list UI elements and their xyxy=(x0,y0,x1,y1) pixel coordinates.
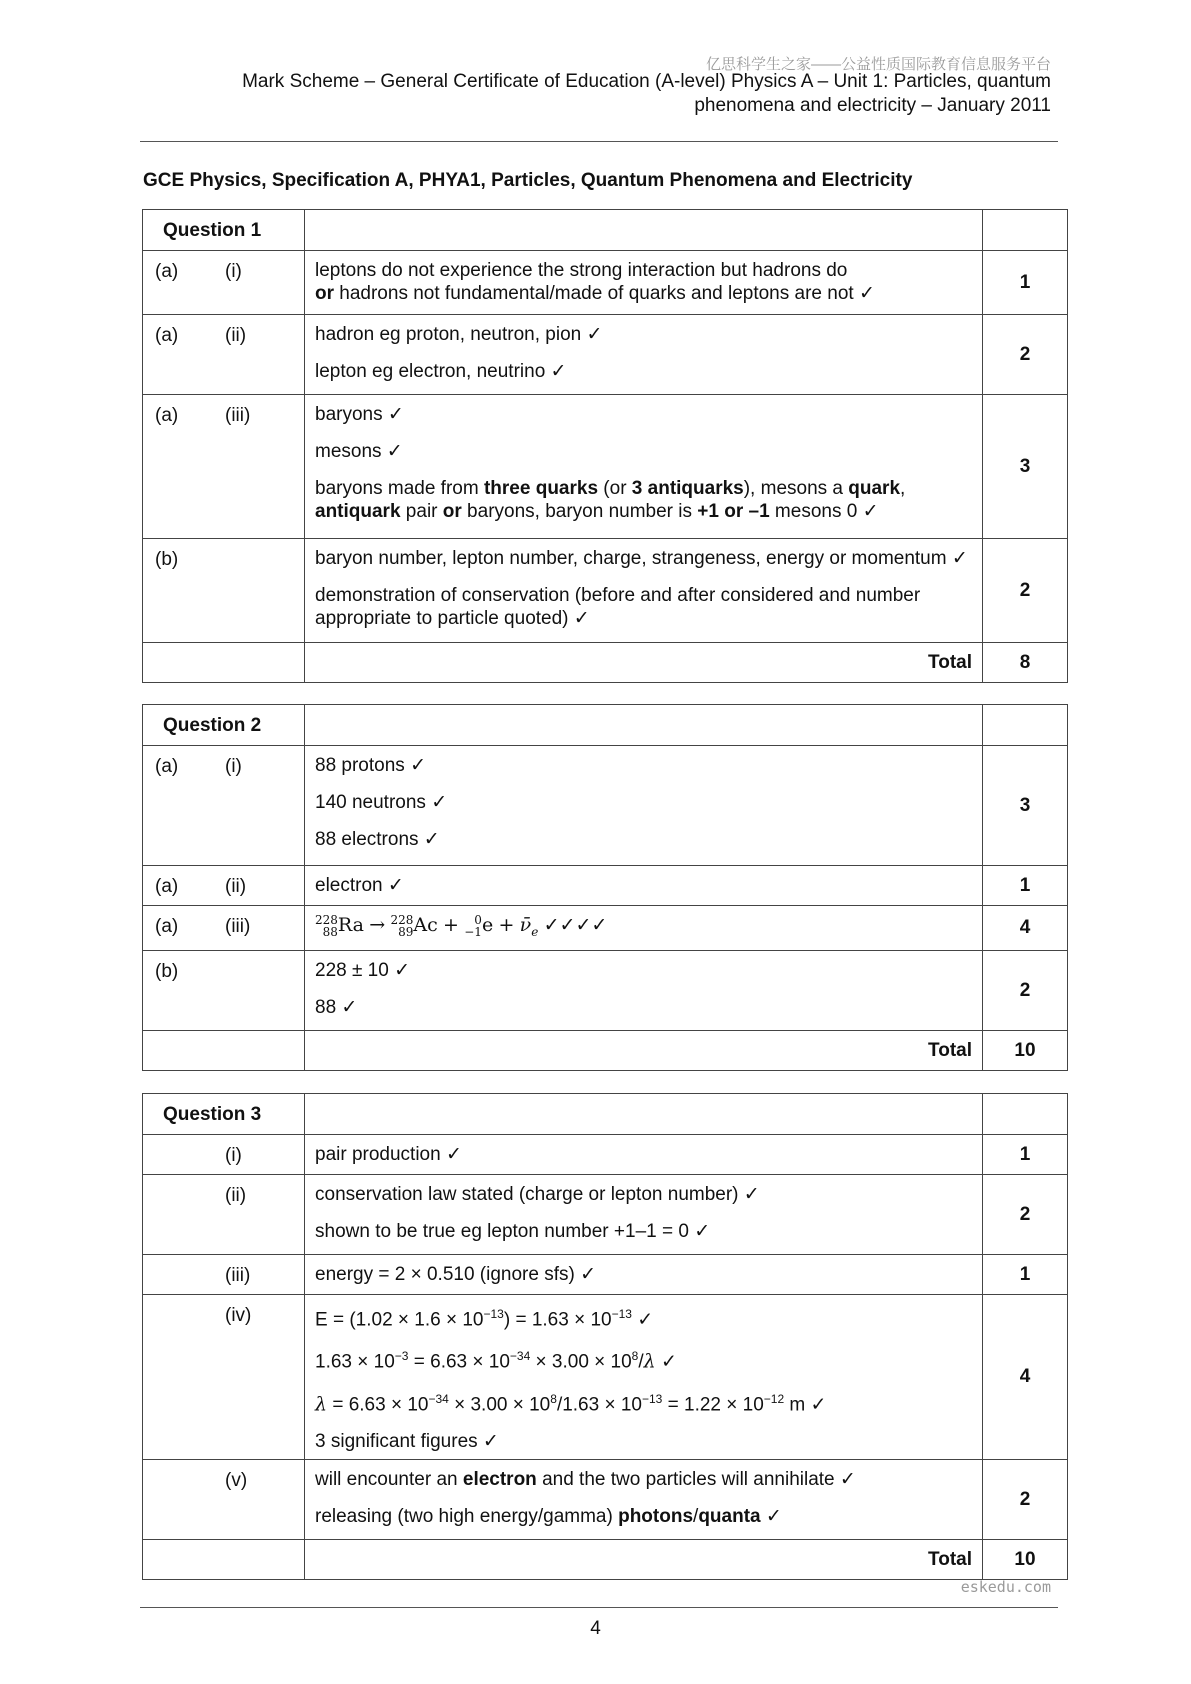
answer-cell xyxy=(305,950,983,1030)
answer-cell xyxy=(305,1295,983,1460)
exponent: 8 xyxy=(631,1349,639,1364)
question-header-row xyxy=(143,210,1068,251)
bold-text: electron xyxy=(462,1468,537,1490)
answer-text: = 1.22 × 10 xyxy=(662,1393,764,1415)
part-cell xyxy=(143,315,305,395)
part-label: (a) xyxy=(155,876,179,897)
sub-label: (ii) xyxy=(225,876,247,897)
part-cell xyxy=(143,1255,305,1295)
answer-cell xyxy=(305,539,983,643)
empty-cell xyxy=(983,1094,1068,1135)
exponent: −34 xyxy=(428,1391,449,1406)
part-label: (a) xyxy=(155,261,179,282)
atomic-number: −1 xyxy=(464,925,482,939)
answer-text: releasing (two high energy/gamma) xyxy=(315,1505,619,1527)
lambda-symbol: λ xyxy=(643,1350,656,1373)
mark-cell: 1 xyxy=(983,251,1068,315)
table-row xyxy=(143,395,1068,539)
nu-symbol: ν̄ xyxy=(519,914,532,936)
part-cell xyxy=(143,906,305,951)
answer-line: electron ✓ xyxy=(315,875,404,896)
mark-cell: 2 xyxy=(983,1175,1068,1255)
wavelength-equation xyxy=(315,1345,972,1373)
part-cell xyxy=(143,950,305,1030)
answer-text: ), mesons a xyxy=(743,478,849,499)
answer-line: baryons ✓ xyxy=(315,404,404,425)
header-line-1: Mark Scheme – General Certificate of Education (A-level) Physics A – Unit 1: Particles, quantum xyxy=(242,71,1051,92)
total-label: Total xyxy=(305,1539,983,1579)
bold-text: quanta xyxy=(698,1505,761,1527)
answer-line: demonstration of conservation (before and after considered and number appropriate to particle quoted) ✓ xyxy=(315,585,921,629)
answer-text: and the two particles will annihilate ✓ xyxy=(536,1468,856,1490)
mark-cell: 2 xyxy=(983,315,1068,395)
part-cell xyxy=(143,1135,305,1175)
part-cell xyxy=(143,866,305,906)
answer-text: 1.63 × 10 xyxy=(315,1351,395,1373)
element-symbol: e xyxy=(481,914,494,936)
header-line-2: phenomena and electricity – January 2011 xyxy=(694,95,1051,116)
exponent: 8 xyxy=(550,1391,557,1406)
answer-line: 88 ✓ xyxy=(315,996,358,1018)
answer-text: m ✓ xyxy=(784,1393,827,1415)
empty-cell xyxy=(305,705,983,746)
empty-cell xyxy=(143,1539,305,1579)
part-cell xyxy=(143,539,305,643)
table-row xyxy=(143,1255,1068,1295)
table-row xyxy=(143,866,1068,906)
energy-equation xyxy=(315,1303,972,1331)
part-label xyxy=(155,1469,225,1492)
table-row xyxy=(143,315,1068,395)
answer-line: pair production ✓ xyxy=(315,1144,462,1165)
part-cell xyxy=(143,1175,305,1255)
plus-symbol: + xyxy=(443,914,459,936)
wavelength-result xyxy=(315,1388,972,1416)
exponent: −13 xyxy=(483,1307,504,1321)
sub-label: (ii) xyxy=(225,1185,247,1206)
question-1-table xyxy=(142,209,1068,683)
page-number: 4 xyxy=(590,1618,601,1639)
answer-cell xyxy=(305,1459,983,1539)
answer-text: baryons made from xyxy=(315,478,484,499)
sub-label: (i) xyxy=(225,1145,242,1166)
plus-symbol: + xyxy=(498,914,515,936)
question-title: Question 3 xyxy=(143,1094,305,1135)
answer-line: 140 neutrons ✓ xyxy=(315,792,448,813)
part-label xyxy=(155,1264,225,1287)
sub-label: (ii) xyxy=(225,325,247,346)
mass-number: 0 xyxy=(474,913,482,927)
part-label: (a) xyxy=(155,405,179,426)
mark-cell: 4 xyxy=(983,906,1068,951)
part-cell xyxy=(143,251,305,315)
part-label xyxy=(155,1304,225,1327)
answer-line: baryon number, lepton number, charge, strangeness, energy or momentum ✓ xyxy=(315,548,968,569)
answer-text: ✓ xyxy=(631,1309,654,1331)
mark-cell: 1 xyxy=(983,1255,1068,1295)
answer-text: = 6.63 × 10 xyxy=(408,1351,510,1373)
empty-cell xyxy=(983,210,1068,251)
total-label: Total xyxy=(305,1030,983,1070)
answer-line: mesons ✓ xyxy=(315,441,403,462)
answer-line: 3 significant figures ✓ xyxy=(315,1430,499,1452)
atomic-number: 88 xyxy=(322,925,338,939)
mark-cell: 2 xyxy=(983,1459,1068,1539)
bold-text: or xyxy=(442,501,462,522)
table-row xyxy=(143,1459,1068,1539)
answer-cell xyxy=(305,315,983,395)
bold-text: 3 antiquarks xyxy=(631,478,744,499)
mark-cell: 3 xyxy=(983,746,1068,866)
mark-cell: 1 xyxy=(983,866,1068,906)
mass-number: 228 xyxy=(315,913,338,927)
mark-cell: 2 xyxy=(983,539,1068,643)
answer-cell xyxy=(305,866,983,906)
bold-text: three quarks xyxy=(483,478,599,499)
answer-text: ✓ xyxy=(655,1351,677,1373)
tick-marks: ✓✓✓✓ xyxy=(543,915,608,936)
empty-cell xyxy=(143,643,305,683)
sub-label: (i) xyxy=(225,756,242,777)
bold-text: quark xyxy=(848,478,901,499)
nu-subscript: e xyxy=(531,924,539,939)
total-label: Total xyxy=(305,643,983,683)
table-row xyxy=(143,906,1068,951)
answer-cell xyxy=(305,1175,983,1255)
watermark-bottom: eskedu.com xyxy=(960,1578,1051,1596)
total-mark: 10 xyxy=(983,1539,1068,1579)
answer-line xyxy=(315,1468,972,1491)
part-cell xyxy=(143,1459,305,1539)
answer-cell xyxy=(305,1135,983,1175)
answer-text: / xyxy=(638,1351,644,1373)
mark-cell: 3 xyxy=(983,395,1068,539)
answer-line: 88 electrons ✓ xyxy=(315,829,440,850)
table-row xyxy=(143,746,1068,866)
part-label: (a) xyxy=(155,916,179,937)
answer-text: pair xyxy=(400,501,443,522)
empty-cell xyxy=(983,705,1068,746)
spec-title: GCE Physics, Specification A, PHYA1, Particles, Quantum Phenomena and Electricity xyxy=(143,170,913,191)
sub-label: (iv) xyxy=(225,1305,252,1326)
sub-label: (iii) xyxy=(225,1265,251,1286)
answer-text: / xyxy=(693,1505,699,1527)
answer-line: lepton eg electron, neutrino ✓ xyxy=(315,361,567,382)
arrow-symbol: → xyxy=(369,914,386,936)
table-row xyxy=(143,950,1068,1030)
exponent: −34 xyxy=(509,1349,531,1364)
bold-text: photons xyxy=(618,1505,694,1527)
bold-text: antiquark xyxy=(315,501,401,522)
question-2-table xyxy=(142,704,1068,1071)
part-cell xyxy=(143,395,305,539)
answer-text: (or xyxy=(598,478,632,499)
empty-cell xyxy=(305,1094,983,1135)
radium-nucleus xyxy=(315,913,364,939)
empty-cell xyxy=(305,210,983,251)
electron-particle xyxy=(464,913,494,939)
answer-text: will encounter an xyxy=(315,1468,463,1490)
table-row xyxy=(143,1175,1068,1255)
total-row xyxy=(143,643,1068,683)
exponent: −12 xyxy=(763,1391,785,1406)
decay-equation xyxy=(305,906,983,951)
question-header-row xyxy=(143,705,1068,746)
table-row xyxy=(143,539,1068,643)
question-header-row xyxy=(143,1094,1068,1135)
sub-label: (iii) xyxy=(225,916,251,937)
part-label: (a) xyxy=(155,756,179,777)
answer-cell xyxy=(305,1255,983,1295)
answer-text: ✓ xyxy=(760,1505,782,1527)
part-label: (a) xyxy=(155,325,179,346)
part-label: (b) xyxy=(155,549,179,570)
answer-line: 88 protons ✓ xyxy=(315,755,426,776)
answer-text: baryons, baryon number is xyxy=(461,501,698,522)
antineutrino xyxy=(519,914,539,939)
mass-number: 228 xyxy=(390,913,414,927)
answer-cell xyxy=(305,395,983,539)
header-rule xyxy=(140,141,1058,142)
sub-label: (i) xyxy=(225,261,242,282)
atomic-number: 89 xyxy=(398,925,414,939)
exponent: −3 xyxy=(394,1349,409,1364)
actinium-nucleus xyxy=(390,913,438,939)
total-row xyxy=(143,1539,1068,1579)
part-cell xyxy=(143,1295,305,1460)
mark-cell: 1 xyxy=(983,1135,1068,1175)
total-mark: 8 xyxy=(983,643,1068,683)
answer-line xyxy=(315,1505,972,1528)
answer-line: leptons do not experience the strong interaction but hadrons do xyxy=(315,260,848,281)
footer-rule xyxy=(140,1607,1058,1608)
part-label xyxy=(155,1184,225,1207)
table-row xyxy=(143,251,1068,315)
mark-cell: 2 xyxy=(983,950,1068,1030)
exponent: −13 xyxy=(611,1307,632,1321)
exponent: −13 xyxy=(641,1391,663,1406)
lambda-symbol: λ xyxy=(315,1392,328,1415)
page-header xyxy=(151,70,1051,118)
mark-cell: 4 xyxy=(983,1295,1068,1460)
answer-text: hadrons not fundamental/made of quarks and leptons are not ✓ xyxy=(334,283,875,304)
question-3-table xyxy=(142,1093,1068,1580)
answer-text: E = (1.02 × 1.6 × 10 xyxy=(315,1309,484,1331)
answer-line: hadron eg proton, neutron, pion ✓ xyxy=(315,324,603,345)
question-title: Question 2 xyxy=(143,705,305,746)
bold-text: +1 or –1 xyxy=(697,501,770,522)
watermark-top: 亿思科学生之家——公益性质国际教育信息服务平台 xyxy=(705,56,1051,73)
answer-line xyxy=(315,477,972,523)
table-row xyxy=(143,1295,1068,1460)
element-symbol: Ra xyxy=(337,914,364,936)
answer-cell xyxy=(305,251,983,315)
total-mark: 10 xyxy=(983,1030,1068,1070)
part-label xyxy=(155,1144,225,1167)
table-row xyxy=(143,1135,1068,1175)
answer-line: 228 ± 10 ✓ xyxy=(315,959,411,981)
empty-cell xyxy=(143,1030,305,1070)
answer-text: ) = 1.63 × 10 xyxy=(503,1309,612,1331)
sub-label: (v) xyxy=(225,1469,248,1491)
answer-text: , xyxy=(900,478,906,499)
sub-label: (iii) xyxy=(225,405,251,426)
total-row xyxy=(143,1030,1068,1070)
answer-text: × 3.00 × 10 xyxy=(448,1393,551,1415)
bold-text: or xyxy=(315,283,334,304)
part-label: (b) xyxy=(155,960,179,982)
answer-line xyxy=(315,282,972,305)
answer-cell xyxy=(305,746,983,866)
element-symbol: Ac xyxy=(413,914,438,936)
question-title: Question 1 xyxy=(143,210,305,251)
answer-text: × 3.00 × 10 xyxy=(530,1351,632,1373)
answer-text: mesons 0 ✓ xyxy=(769,501,879,522)
answer-line: conservation law stated (charge or lepton number) ✓ xyxy=(315,1184,760,1205)
part-cell xyxy=(143,746,305,866)
answer-text: = 6.63 × 10 xyxy=(327,1393,429,1415)
answer-line: shown to be true eg lepton number +1–1 = 0 ✓ xyxy=(315,1221,711,1242)
answer-line: energy = 2 × 0.510 (ignore sfs) ✓ xyxy=(315,1264,597,1285)
answer-text: /1.63 × 10 xyxy=(556,1393,642,1415)
